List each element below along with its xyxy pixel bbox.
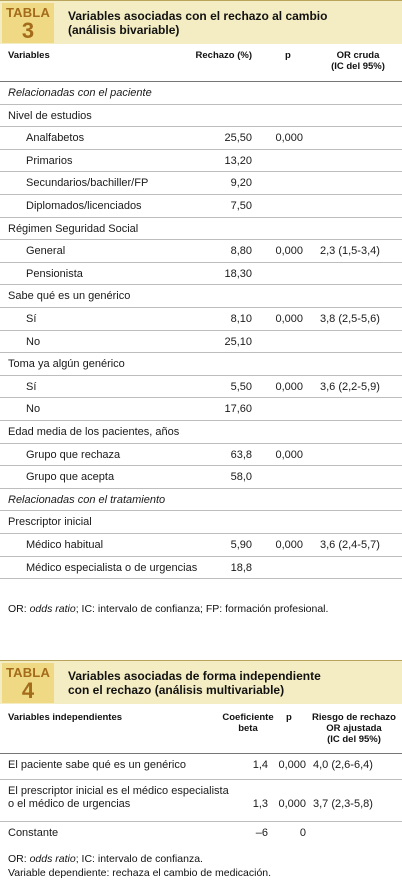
table-row (0, 218, 402, 241)
table-row (0, 780, 402, 822)
row-p: 0,000 (278, 798, 306, 810)
row-label: No (26, 403, 41, 416)
table-row (0, 534, 402, 557)
table-3-number: 3 (21, 18, 35, 43)
row-p: 0,000 (275, 313, 303, 325)
table-3-title-line2: (análisis bivariable) (68, 23, 180, 37)
row-rechazo: 5,50 (230, 380, 252, 393)
row-rechazo: 8,10 (230, 313, 252, 325)
table-row (0, 421, 402, 444)
row-p: 0,000 (278, 759, 306, 771)
table-3-title (68, 9, 396, 37)
col-coef-line2: beta (238, 723, 258, 734)
row-label: No (26, 335, 41, 348)
table-row (0, 331, 402, 354)
row-rechazo: 63,8 (230, 448, 252, 461)
footnote-or-def: odds ratio (29, 853, 76, 865)
row-rechazo: 7,50 (230, 200, 252, 212)
table-row (0, 398, 402, 421)
table-3-column-headers (0, 44, 402, 82)
table-3-header (0, 0, 402, 44)
table-3-title-line1: Variables asociadas con el rechazo al cambio (68, 9, 328, 23)
row-label (8, 759, 186, 772)
col-or-line1: OR cruda (336, 50, 380, 61)
row-p: 0,000 (275, 539, 303, 551)
table-row (0, 754, 402, 780)
row-label: Régimen Seguridad Social (8, 222, 139, 235)
row-p: 0,000 (275, 245, 303, 258)
row-label-line2: o el médico de urgencias (8, 798, 131, 810)
row-label: Sí (26, 313, 37, 325)
table-row (0, 240, 402, 263)
row-coeficiente: –6 (255, 827, 268, 839)
col-or-line2: (IC del 95%) (331, 61, 385, 72)
table-row (0, 822, 402, 844)
footnote-rest: ; IC: intervalo de confianza; FP: formación profesional. (75, 603, 329, 615)
table-row (0, 466, 402, 489)
table-row (0, 82, 402, 105)
table-row (0, 353, 402, 376)
row-coeficiente: 1,4 (252, 759, 268, 771)
table-4 (0, 660, 402, 879)
row-label: Relacionadas con el paciente (8, 87, 152, 99)
table-row (0, 444, 402, 467)
row-p: 0,000 (275, 132, 303, 145)
row-rechazo: 18,30 (224, 267, 252, 280)
table-4-footnote-2: Variable dependiente: rechaza el cambio de medicación. (8, 867, 272, 879)
row-p: 0,000 (275, 380, 303, 393)
footnote-rest: ; IC: intervalo de confianza. (75, 853, 203, 865)
table-4-column-headers (0, 704, 402, 754)
table-4-title-line2: con el rechazo (análisis multivariable) (68, 683, 285, 697)
row-or: 4,0 (2,6-6,4) (313, 759, 373, 771)
row-p: 0 (299, 827, 306, 839)
col-riesgo-line1: Riesgo de rechazo (312, 712, 396, 723)
table-row (0, 172, 402, 195)
row-label: Pensionista (26, 267, 83, 280)
row-rechazo: 9,20 (230, 177, 252, 190)
row-rechazo: 25,50 (224, 132, 252, 145)
row-label-line1: Constante (8, 827, 59, 839)
col-p: p (286, 712, 292, 723)
row-rechazo: 58,0 (230, 471, 252, 484)
row-coeficiente: 1,3 (252, 798, 268, 810)
table-4-footnote (8, 852, 203, 866)
row-or: 3,8 (2,5-5,6) (320, 313, 380, 325)
table-row (0, 285, 402, 308)
row-label: Analfabetos (26, 132, 85, 145)
table-row (0, 263, 402, 286)
footnote-or: OR: (8, 603, 27, 615)
row-label: Toma ya algún genérico (8, 358, 125, 371)
table-row (0, 557, 402, 580)
col-rechazo: Rechazo (%) (195, 50, 252, 61)
row-label: Nivel de estudios (8, 109, 92, 122)
table-row (0, 489, 402, 512)
table-row (0, 195, 402, 218)
table-3-label: TABLA (5, 5, 51, 20)
row-label: General (26, 245, 66, 258)
row-rechazo: 18,8 (230, 561, 252, 574)
col-coeficiente (218, 712, 278, 734)
row-label: Grupo que acepta (26, 471, 115, 484)
row-label: Relacionadas con el tratamiento (8, 493, 166, 506)
table-row (0, 150, 402, 173)
footnote-or: OR: (8, 853, 27, 865)
row-label: Grupo que rechaza (26, 448, 121, 461)
col-variables-independientes: Variables independientes (8, 712, 123, 723)
row-or: 2,3 (1,5-3,4) (320, 245, 380, 258)
col-p: p (285, 50, 291, 61)
row-label: Sí (26, 380, 37, 393)
table-3-body (0, 82, 402, 592)
table-4-body (0, 754, 402, 844)
row-label (8, 827, 58, 840)
row-p: 0,000 (275, 448, 303, 461)
row-rechazo: 25,10 (224, 335, 252, 348)
table-row (0, 105, 402, 128)
row-or: 3,6 (2,4-5,7) (320, 539, 380, 551)
table-row (0, 376, 402, 399)
col-coef-line1: Coeficiente (222, 712, 274, 723)
table-4-badge (2, 663, 54, 703)
row-label: Secundarios/bachiller/FP (26, 177, 149, 190)
table-3-footnote (8, 602, 328, 616)
row-label: Primarios (26, 154, 73, 167)
table-row (0, 511, 402, 534)
col-or (318, 50, 398, 72)
row-or: 3,6 (2,2-5,9) (320, 380, 380, 393)
col-riesgo-line2: OR ajustada (326, 723, 382, 734)
row-rechazo: 5,90 (230, 539, 252, 551)
row-label-line1: El paciente sabe qué es un genérico (8, 759, 186, 771)
row-label: Médico especialista o de urgencias (26, 561, 198, 574)
row-label: Sabe qué es un genérico (8, 290, 131, 303)
table-4-label: TABLA (5, 665, 51, 680)
row-rechazo: 8,80 (230, 245, 252, 258)
row-label: Edad media de los pacientes, años (8, 426, 180, 438)
row-label: Médico habitual (26, 539, 104, 551)
table-4-title (68, 669, 396, 697)
row-label (8, 785, 229, 811)
col-riesgo-line3: (IC del 95%) (327, 734, 381, 745)
row-rechazo: 17,60 (224, 403, 252, 416)
table-row (0, 308, 402, 331)
row-or: 3,7 (2,3-5,8) (313, 798, 373, 810)
table-row (0, 127, 402, 150)
footnote-or-def: odds ratio (29, 603, 76, 615)
row-rechazo: 13,20 (224, 154, 252, 167)
table-4-number: 4 (21, 678, 35, 703)
row-label: Diplomados/licenciados (26, 200, 142, 212)
row-label: Prescriptor inicial (8, 516, 92, 529)
row-label-line1: El prescriptor inicial es el médico especialista (8, 785, 229, 797)
col-variables: Variables (8, 50, 50, 61)
table-4-title-line1: Variables asociadas de forma independiente (68, 669, 321, 683)
table-3-badge (2, 3, 54, 43)
table-4-header (0, 660, 402, 704)
col-riesgo (308, 712, 400, 745)
